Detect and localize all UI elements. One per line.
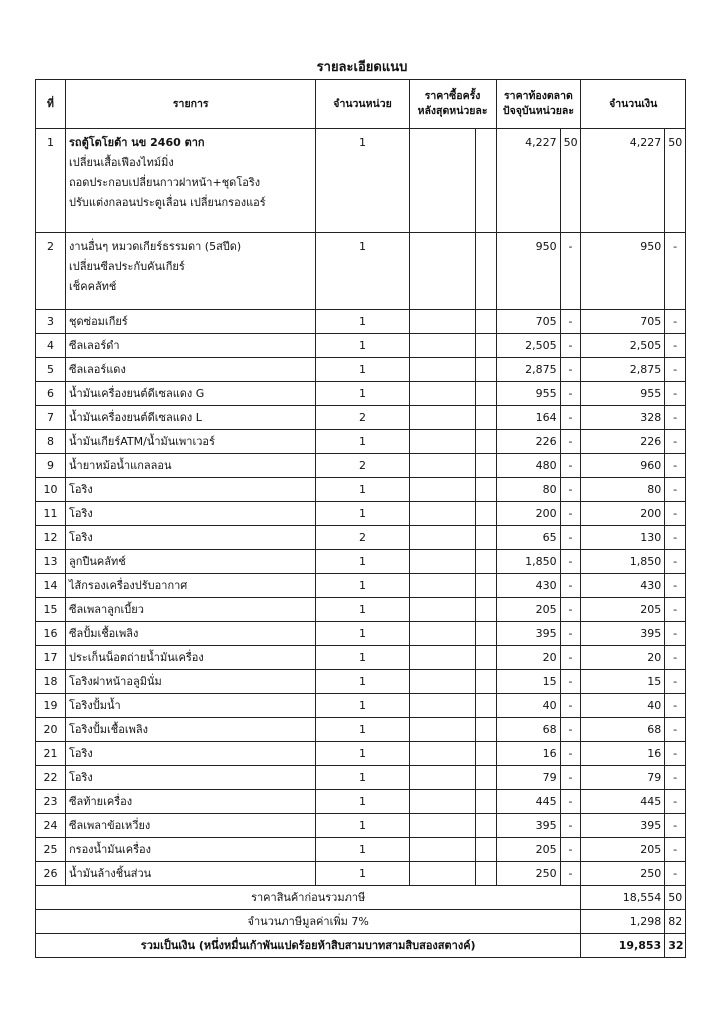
table-row (36, 382, 686, 406)
row-item: ซีลเพลาลูกเบี้ยว (66, 598, 316, 622)
header-row (36, 80, 686, 129)
row-amount-satang: - (665, 622, 686, 646)
table-row (36, 646, 686, 670)
row-last-price-satang (475, 742, 496, 766)
vat-row (36, 910, 686, 934)
row-amount-baht: 79 (581, 766, 665, 790)
row-qty: 1 (316, 670, 409, 694)
row-amount-baht: 960 (581, 454, 665, 478)
row-item-line: เช็คคลัทช์ (69, 280, 117, 293)
row-amount-satang: - (665, 310, 686, 334)
row-amount-satang: - (665, 790, 686, 814)
table-row (36, 502, 686, 526)
row-unit-satang: - (560, 814, 581, 838)
row-amount-baht: 395 (581, 622, 665, 646)
table-row (36, 430, 686, 454)
row-no: 10 (36, 478, 66, 502)
row-no: 24 (36, 814, 66, 838)
table-row (36, 790, 686, 814)
row-last-price-baht (409, 550, 475, 574)
row-unit-baht: 20 (496, 646, 560, 670)
grand-total-row-baht: 19,853 (581, 934, 665, 958)
row-last-price-baht (409, 526, 475, 550)
row-last-price-baht (409, 622, 475, 646)
row-amount-baht: 328 (581, 406, 665, 430)
table-row (36, 814, 686, 838)
row-item: น้ำมันเครื่องยนต์ดีเซลแดง G (66, 382, 316, 406)
row-last-price-baht (409, 454, 475, 478)
vat-row-satang: 82 (665, 910, 686, 934)
vat-row-baht: 1,298 (581, 910, 665, 934)
row-last-price-satang (475, 646, 496, 670)
row-no: 2 (36, 233, 66, 310)
row-no: 17 (36, 646, 66, 670)
row-amount-baht: 2,875 (581, 358, 665, 382)
table-row (36, 862, 686, 886)
row-last-price-satang (475, 233, 496, 310)
row-no: 13 (36, 550, 66, 574)
row-unit-satang: - (560, 862, 581, 886)
row-last-price-baht (409, 478, 475, 502)
table-body (36, 129, 686, 958)
row-item: ประเก็นน็อตถ่ายน้ำมันเครื่อง (66, 646, 316, 670)
row-amount-baht: 1,850 (581, 550, 665, 574)
row-unit-baht: 1,850 (496, 550, 560, 574)
row-unit-baht: 480 (496, 454, 560, 478)
row-qty: 1 (316, 766, 409, 790)
row-item: น้ำมันเกียร์ATM/น้ำมันเพาเวอร์ (66, 430, 316, 454)
row-last-price-satang (475, 382, 496, 406)
row-no: 12 (36, 526, 66, 550)
table-row (36, 670, 686, 694)
row-unit-satang: - (560, 790, 581, 814)
row-last-price-satang (475, 622, 496, 646)
row-amount-baht: 205 (581, 598, 665, 622)
row-qty: 1 (316, 574, 409, 598)
row-item: โอริงฝาหน้าอลูมินั่ม (66, 670, 316, 694)
row-unit-satang: - (560, 454, 581, 478)
row-qty: 1 (316, 646, 409, 670)
row-amount-baht: 16 (581, 742, 665, 766)
row-no: 9 (36, 454, 66, 478)
table-row (36, 358, 686, 382)
row-item-line: รถตู้โตโยต้า นข 2460 ตาก (69, 136, 205, 149)
header-item: รายการ (66, 80, 316, 129)
row-last-price-satang (475, 334, 496, 358)
row-amount-satang: - (665, 382, 686, 406)
row-qty: 1 (316, 862, 409, 886)
row-amount-satang: - (665, 574, 686, 598)
row-last-price-baht (409, 574, 475, 598)
row-amount-baht: 445 (581, 790, 665, 814)
row-last-price-satang (475, 526, 496, 550)
row-item-line: ถอดประกอบเปลี่ยนกาวฝาหน้า+ชุดโอริง (69, 176, 261, 189)
row-unit-baht: 250 (496, 862, 560, 886)
row-amount-baht: 950 (581, 233, 665, 310)
row-unit-satang: - (560, 430, 581, 454)
row-qty: 2 (316, 454, 409, 478)
row-unit-satang: - (560, 598, 581, 622)
row-item: น้ำยาหม้อน้ำแกลลอน (66, 454, 316, 478)
table-row (36, 478, 686, 502)
row-last-price-satang (475, 310, 496, 334)
row-unit-baht: 2,875 (496, 358, 560, 382)
table-row (36, 574, 686, 598)
row-qty: 1 (316, 550, 409, 574)
row-amount-baht: 40 (581, 694, 665, 718)
vat-row-label: จำนวนภาษีมูลค่าเพิ่ม 7% (36, 910, 581, 934)
page-title: รายละเอียดแนบ (316, 60, 408, 75)
detail-table (35, 79, 686, 958)
row-last-price-satang (475, 814, 496, 838)
row-amount-baht: 955 (581, 382, 665, 406)
table-row (36, 526, 686, 550)
row-item-line: ปรับแต่งกลอนประตูเลื่อน เปลี่ยนกรองแอร์ (69, 196, 266, 209)
header-no: ที่ (36, 80, 66, 129)
row-unit-baht: 4,227 (496, 129, 560, 233)
row-item: ชุดซ่อมเกียร์ (66, 310, 316, 334)
header-qty: จำนวนหน่วย (316, 80, 409, 129)
row-qty: 1 (316, 790, 409, 814)
row-last-price-baht (409, 598, 475, 622)
row-unit-satang: - (560, 646, 581, 670)
row-no: 22 (36, 766, 66, 790)
row-unit-baht: 430 (496, 574, 560, 598)
row-unit-satang: - (560, 310, 581, 334)
row-no: 21 (36, 742, 66, 766)
row-unit-satang: - (560, 574, 581, 598)
row-last-price-baht (409, 790, 475, 814)
subtotal-row-baht: 18,554 (581, 886, 665, 910)
row-no: 5 (36, 358, 66, 382)
row-item: น้ำมันเครื่องยนต์ดีเซลแดง L (66, 406, 316, 430)
row-last-price-baht (409, 358, 475, 382)
row-qty: 1 (316, 814, 409, 838)
table-row (36, 129, 686, 233)
row-last-price-satang (475, 550, 496, 574)
row-unit-satang: - (560, 550, 581, 574)
row-item: กรองน้ำมันเครื่อง (66, 838, 316, 862)
row-amount-satang: - (665, 502, 686, 526)
row-item (66, 129, 316, 233)
row-last-price-baht (409, 406, 475, 430)
subtotal-row (36, 886, 686, 910)
row-unit-satang: - (560, 694, 581, 718)
row-unit-satang: - (560, 766, 581, 790)
row-last-price-satang (475, 838, 496, 862)
row-unit-satang: - (560, 233, 581, 310)
row-qty: 1 (316, 382, 409, 406)
row-last-price-baht (409, 766, 475, 790)
row-item: โอริงปั้มน้ำ (66, 694, 316, 718)
row-unit-satang: 50 (560, 129, 581, 233)
row-amount-baht: 200 (581, 502, 665, 526)
row-item-line: เปลี่ยนเสื้อเฟืองไทม์มิ่ง (69, 156, 174, 169)
row-no: 6 (36, 382, 66, 406)
row-unit-satang: - (560, 406, 581, 430)
row-no: 1 (36, 129, 66, 233)
row-no: 20 (36, 718, 66, 742)
row-amount-satang: - (665, 478, 686, 502)
table-row (36, 766, 686, 790)
row-unit-baht: 205 (496, 838, 560, 862)
row-amount-satang: - (665, 718, 686, 742)
table-row (36, 334, 686, 358)
row-last-price-satang (475, 766, 496, 790)
row-no: 15 (36, 598, 66, 622)
row-item: ลูกปืนคลัทช์ (66, 550, 316, 574)
row-last-price-satang (475, 502, 496, 526)
header-last-price (409, 80, 496, 129)
row-item: น้ำมันล้างชิ้นส่วน (66, 862, 316, 886)
row-qty: 1 (316, 358, 409, 382)
row-last-price-baht (409, 838, 475, 862)
row-unit-satang: - (560, 742, 581, 766)
row-item: ซีลเลอร์แดง (66, 358, 316, 382)
row-last-price-satang (475, 129, 496, 233)
row-qty: 1 (316, 233, 409, 310)
row-qty: 1 (316, 622, 409, 646)
row-amount-satang: - (665, 766, 686, 790)
row-last-price-baht (409, 233, 475, 310)
row-last-price-baht (409, 694, 475, 718)
row-no: 4 (36, 334, 66, 358)
grand-total-row-satang: 32 (665, 934, 686, 958)
row-amount-satang: - (665, 454, 686, 478)
row-last-price-satang (475, 694, 496, 718)
row-amount-baht: 130 (581, 526, 665, 550)
row-qty: 1 (316, 742, 409, 766)
row-qty: 1 (316, 478, 409, 502)
row-item: ซีลปั้มเชื้อเพลิง (66, 622, 316, 646)
row-last-price-baht (409, 310, 475, 334)
row-no: 3 (36, 310, 66, 334)
row-unit-baht: 205 (496, 598, 560, 622)
row-last-price-baht (409, 862, 475, 886)
row-item: โอริง (66, 502, 316, 526)
grand-total-row-label: รวมเป็นเงิน (หนึ่งหมื่นเก้าพันแปดร้อยห้าสิบสามบาทสามสิบสองสตางค์) (36, 934, 581, 958)
row-unit-satang: - (560, 718, 581, 742)
table-row (36, 233, 686, 310)
row-no: 26 (36, 862, 66, 886)
row-last-price-satang (475, 406, 496, 430)
row-unit-baht: 80 (496, 478, 560, 502)
row-no: 16 (36, 622, 66, 646)
row-unit-baht: 395 (496, 814, 560, 838)
row-amount-baht: 80 (581, 478, 665, 502)
row-last-price-baht (409, 334, 475, 358)
row-unit-baht: 395 (496, 622, 560, 646)
row-amount-satang: - (665, 862, 686, 886)
row-last-price-satang (475, 670, 496, 694)
row-qty: 2 (316, 526, 409, 550)
header-market-price-line2: ปัจจุบันหน่วยละ (502, 105, 574, 117)
row-unit-satang: - (560, 478, 581, 502)
row-last-price-satang (475, 478, 496, 502)
row-last-price-satang (475, 454, 496, 478)
row-qty: 1 (316, 334, 409, 358)
table-row (36, 718, 686, 742)
subtotal-row-satang: 50 (665, 886, 686, 910)
row-amount-satang: - (665, 550, 686, 574)
row-unit-baht: 40 (496, 694, 560, 718)
row-no: 11 (36, 502, 66, 526)
row-last-price-baht (409, 646, 475, 670)
header-market-price-line1: ราคาท้องตลาด (504, 90, 573, 102)
row-last-price-baht (409, 502, 475, 526)
row-item: โอริงปั้มเชื้อเพลิง (66, 718, 316, 742)
row-amount-baht: 2,505 (581, 334, 665, 358)
row-unit-baht: 445 (496, 790, 560, 814)
table-row (36, 310, 686, 334)
row-no: 23 (36, 790, 66, 814)
row-last-price-satang (475, 862, 496, 886)
row-last-price-baht (409, 382, 475, 406)
table-row (36, 454, 686, 478)
row-unit-satang: - (560, 358, 581, 382)
header-market-price (496, 80, 581, 129)
row-item: ซีลเลอร์ดำ (66, 334, 316, 358)
row-amount-satang: - (665, 646, 686, 670)
subtotal-row-label: ราคาสินค้าก่อนรวมภาษี (36, 886, 581, 910)
row-last-price-baht (409, 718, 475, 742)
row-unit-baht: 164 (496, 406, 560, 430)
row-no: 19 (36, 694, 66, 718)
row-unit-satang: - (560, 502, 581, 526)
row-unit-baht: 200 (496, 502, 560, 526)
row-item: โอริง (66, 526, 316, 550)
row-unit-satang: - (560, 334, 581, 358)
table-row (36, 742, 686, 766)
row-last-price-baht (409, 814, 475, 838)
row-qty: 1 (316, 598, 409, 622)
table-row (36, 622, 686, 646)
header-last-price-line1: ราคาซื้อครั้ง (424, 90, 481, 102)
row-unit-satang: - (560, 382, 581, 406)
row-unit-baht: 950 (496, 233, 560, 310)
row-amount-baht: 430 (581, 574, 665, 598)
row-no: 7 (36, 406, 66, 430)
row-item (66, 233, 316, 310)
row-item: ไส้กรองเครื่องปรับอากาศ (66, 574, 316, 598)
row-unit-baht: 226 (496, 430, 560, 454)
row-amount-baht: 68 (581, 718, 665, 742)
row-qty: 1 (316, 718, 409, 742)
header-last-price-line2: หลังสุดหน่วยละ (417, 105, 488, 117)
row-amount-baht: 15 (581, 670, 665, 694)
row-no: 18 (36, 670, 66, 694)
row-amount-satang: - (665, 814, 686, 838)
row-unit-satang: - (560, 838, 581, 862)
row-amount-satang: - (665, 233, 686, 310)
row-last-price-satang (475, 718, 496, 742)
row-item: ซีลท้ายเครื่อง (66, 790, 316, 814)
row-qty: 2 (316, 406, 409, 430)
row-amount-satang: - (665, 430, 686, 454)
row-amount-baht: 395 (581, 814, 665, 838)
row-item: ซีลเพลาข้อเหวี่ยง (66, 814, 316, 838)
row-amount-satang: - (665, 598, 686, 622)
row-amount-satang: - (665, 670, 686, 694)
row-qty: 1 (316, 694, 409, 718)
row-item: โอริง (66, 742, 316, 766)
row-qty: 1 (316, 838, 409, 862)
row-unit-baht: 955 (496, 382, 560, 406)
row-amount-baht: 4,227 (581, 129, 665, 233)
row-last-price-satang (475, 430, 496, 454)
row-amount-satang: - (665, 358, 686, 382)
row-amount-satang: - (665, 334, 686, 358)
row-qty: 1 (316, 430, 409, 454)
row-amount-baht: 705 (581, 310, 665, 334)
row-unit-baht: 65 (496, 526, 560, 550)
table-row (36, 550, 686, 574)
row-qty: 1 (316, 129, 409, 233)
row-amount-baht: 20 (581, 646, 665, 670)
row-unit-baht: 68 (496, 718, 560, 742)
row-item: โอริง (66, 766, 316, 790)
table-row (36, 838, 686, 862)
row-amount-satang: - (665, 838, 686, 862)
row-unit-satang: - (560, 670, 581, 694)
row-last-price-satang (475, 358, 496, 382)
row-no: 25 (36, 838, 66, 862)
table-row (36, 598, 686, 622)
row-unit-baht: 705 (496, 310, 560, 334)
grand-total-row (36, 934, 686, 958)
table-row (36, 694, 686, 718)
row-unit-baht: 2,505 (496, 334, 560, 358)
row-amount-satang: - (665, 406, 686, 430)
row-no: 8 (36, 430, 66, 454)
row-qty: 1 (316, 502, 409, 526)
row-item-line: เปลี่ยนซีลประกับคันเกียร์ (69, 260, 185, 273)
row-unit-baht: 16 (496, 742, 560, 766)
row-amount-baht: 226 (581, 430, 665, 454)
row-last-price-satang (475, 790, 496, 814)
row-amount-baht: 205 (581, 838, 665, 862)
row-last-price-satang (475, 598, 496, 622)
row-unit-satang: - (560, 526, 581, 550)
row-amount-satang: - (665, 526, 686, 550)
row-last-price-baht (409, 670, 475, 694)
row-item: โอริง (66, 478, 316, 502)
table-row (36, 406, 686, 430)
row-qty: 1 (316, 310, 409, 334)
row-unit-baht: 15 (496, 670, 560, 694)
row-last-price-baht (409, 129, 475, 233)
row-amount-satang: - (665, 694, 686, 718)
row-last-price-baht (409, 430, 475, 454)
row-amount-satang: - (665, 742, 686, 766)
row-no: 14 (36, 574, 66, 598)
header-amount: จำนวนเงิน (581, 80, 686, 129)
row-last-price-satang (475, 574, 496, 598)
row-item-line: งานอื่นๆ หมวดเกียร์ธรรมดา (5สปีด) (69, 240, 242, 253)
row-unit-satang: - (560, 622, 581, 646)
row-amount-satang: 50 (665, 129, 686, 233)
row-last-price-baht (409, 742, 475, 766)
row-amount-baht: 250 (581, 862, 665, 886)
row-unit-baht: 79 (496, 766, 560, 790)
